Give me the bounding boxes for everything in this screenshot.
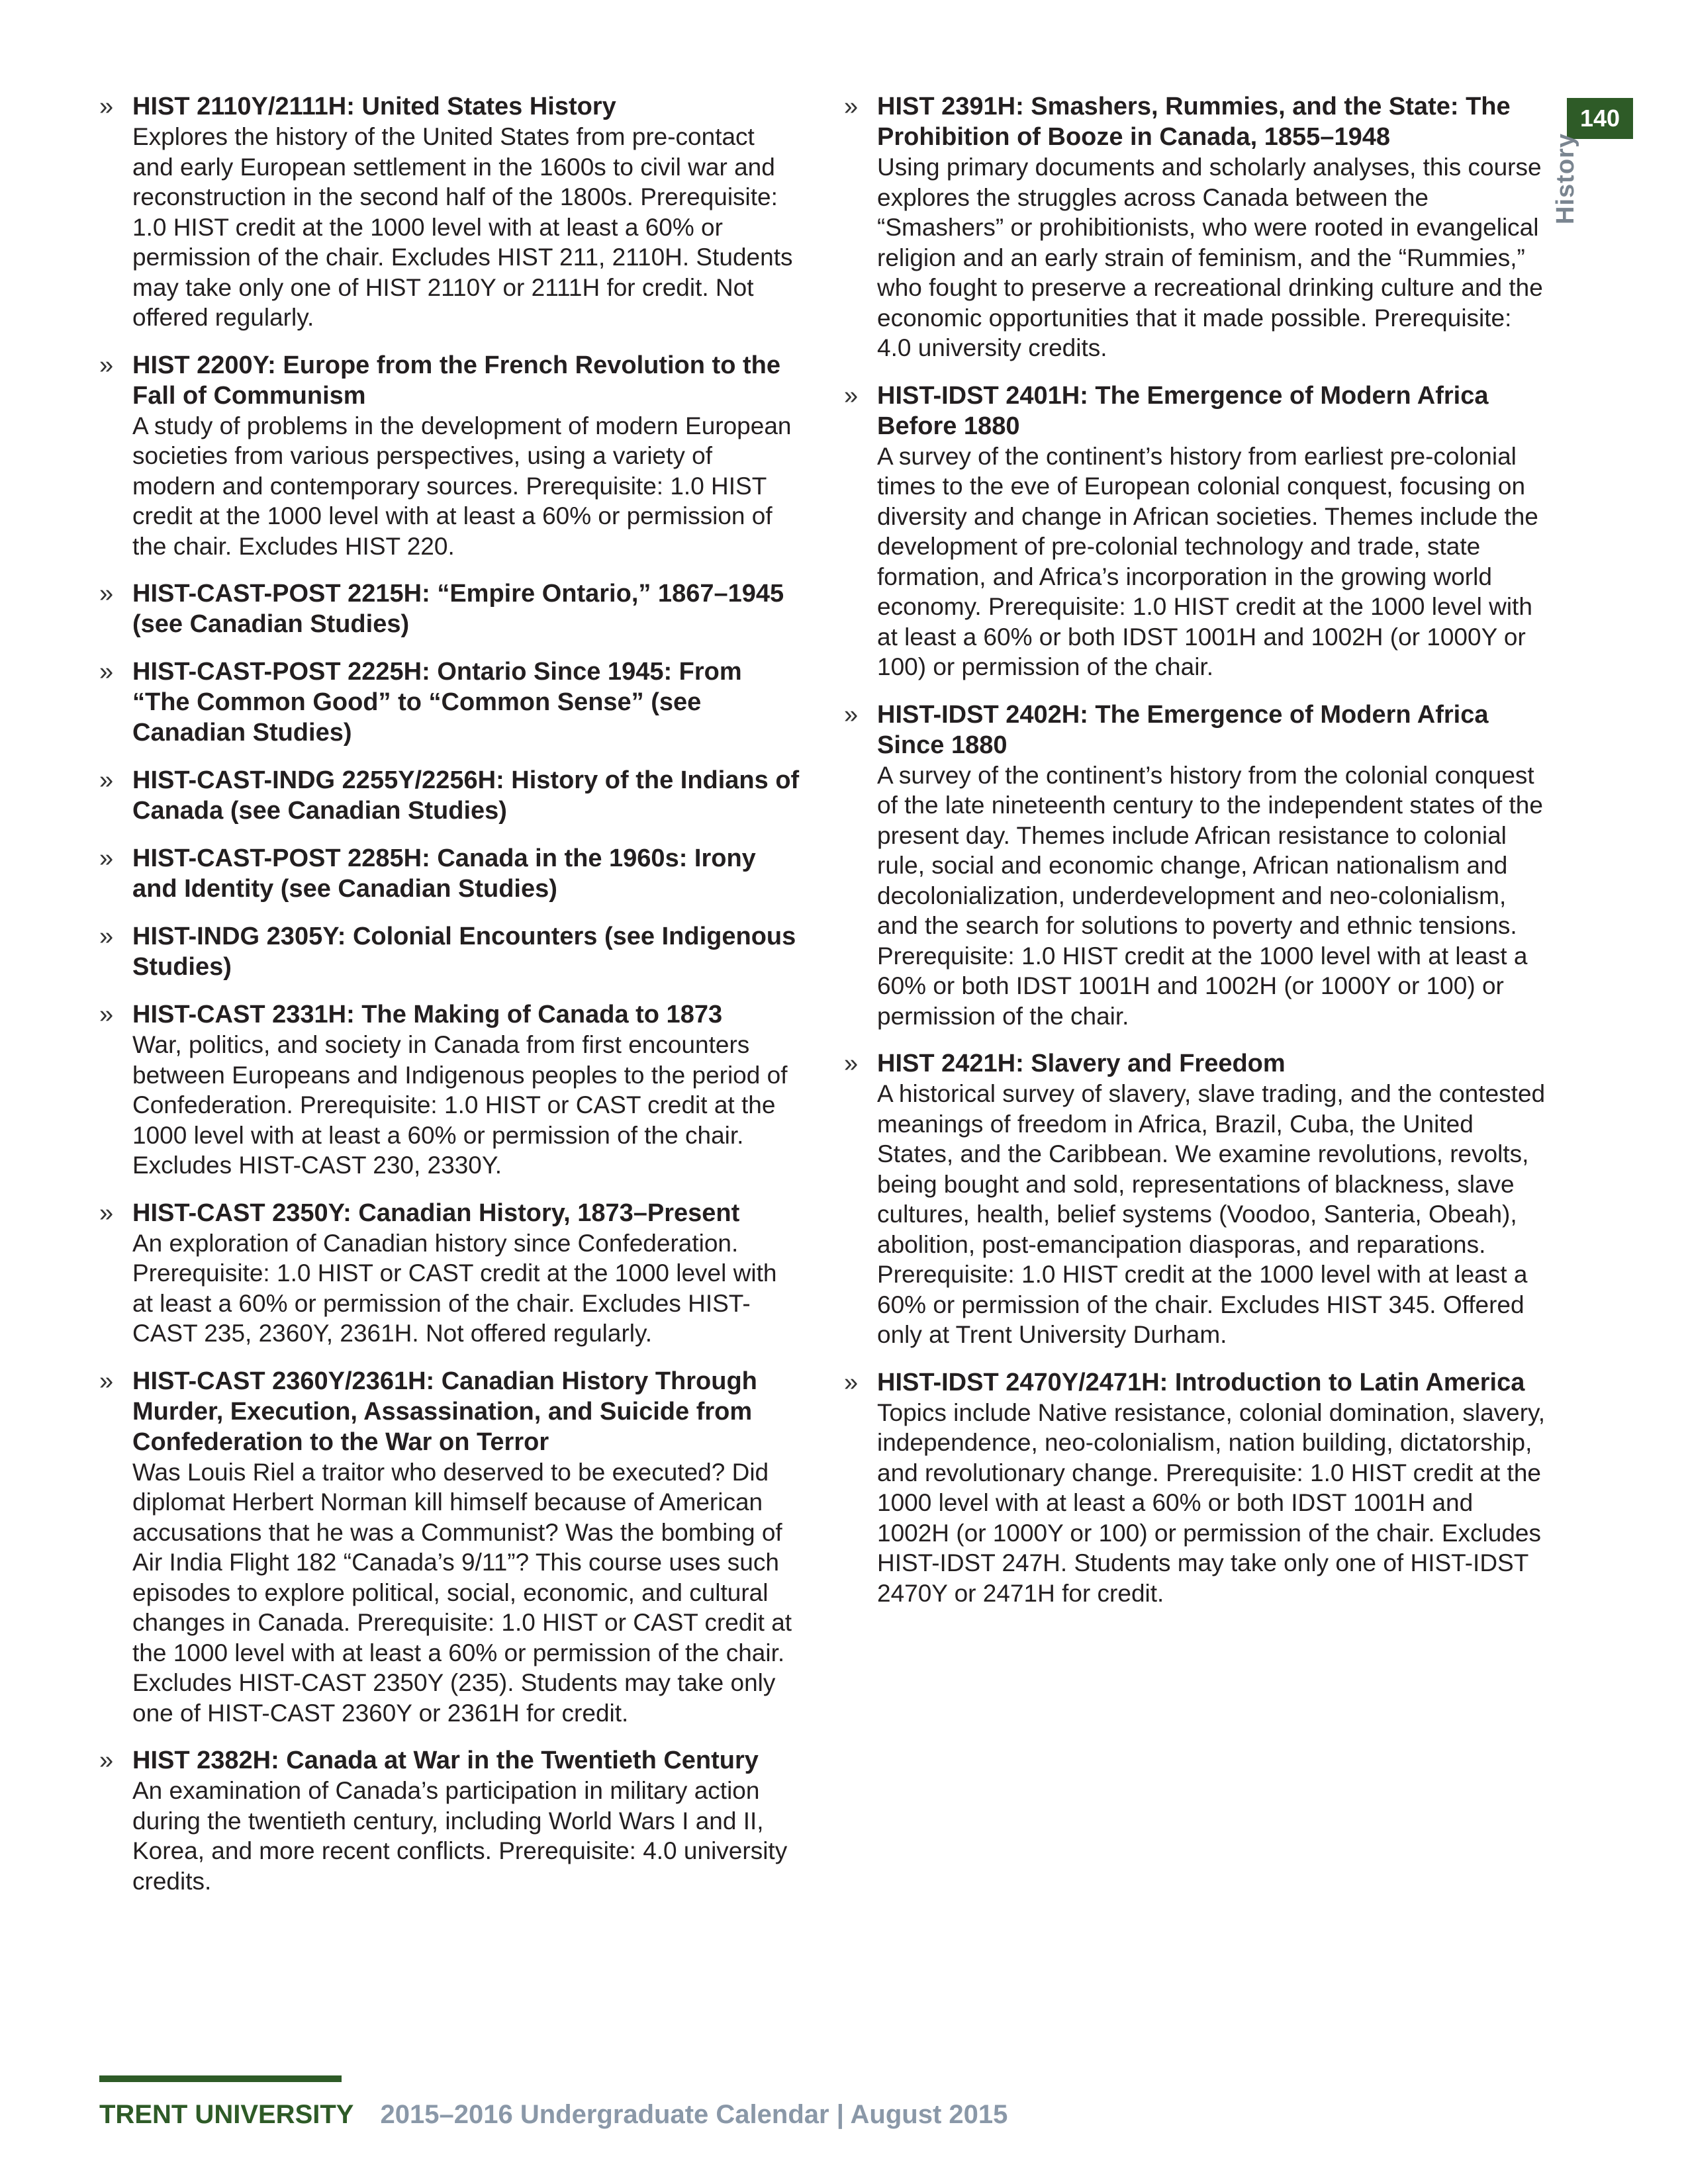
course-description: A study of problems in the development of modern European societies from various perspectives, using a variety of modern and contemporary sources. Prerequisite: 1.0 HIST credit at the 1000 level with at least a 60% or permission of the chair. Excludes HIST 220. [132, 412, 792, 560]
bullet-icon: » [99, 658, 114, 686]
course-title: HIST 2200Y: Europe from the French Revolution to the Fall of Communism [132, 351, 780, 410]
course-description: Explores the history of the United States from pre-contact and early European settlement in the 1600s to civil war and reconstruction in the second half of the 1800s. Prerequisite: 1.0 HIST credit at the 1000 level with at least a 60% or permission of the chair. Excludes HIST 211, 2110H. Students may take only one of HIST 2110Y or 2111H for credit. Not offered regularly. [132, 123, 793, 331]
bullet-icon: » [99, 1747, 114, 1774]
course-description: An exploration of Canadian history since Confederation. Prerequisite: 1.0 HIST or CAST credit at the 1000 level with at least a 60% or permission of the chair. Excludes HIST-CAST 235, 2360Y, 2361H. Not offered regularly. [132, 1229, 777, 1347]
course-title: HIST 2382H: Canada at War in the Twentieth Century [132, 1747, 759, 1774]
bullet-icon: » [99, 580, 114, 608]
footer-rule [99, 2075, 342, 2082]
course-title: HIST-IDST 2402H: The Emergence of Modern Africa Since 1880 [877, 700, 1489, 759]
course-entry [99, 350, 801, 562]
footer-university: TRENT UNIVERSITY [99, 2100, 354, 2129]
course-entry [99, 843, 801, 904]
bullet-icon: » [99, 1001, 114, 1028]
course-title: HIST-CAST-INDG 2255Y/2256H: History of the Indians of Canada (see Canadian Studies) [132, 766, 800, 825]
course-entry [844, 381, 1549, 682]
bullet-icon: » [844, 1368, 859, 1396]
course-entry [844, 1367, 1549, 1609]
footer-calendar: 2015–2016 Undergraduate Calendar | August 2015 [380, 2100, 1008, 2129]
course-entry [844, 700, 1549, 1032]
footer [99, 2095, 1008, 2134]
course-entry [99, 578, 801, 639]
bullet-icon: » [844, 381, 859, 410]
bullet-icon: » [99, 923, 114, 950]
course-entry [844, 91, 1549, 363]
course-entry [99, 91, 801, 333]
course-description: A survey of the continent’s history from earliest pre-colonial times to the eve of European colonial conquest, focusing on diversity and change in African societies. Themes include the development of pre-colonial technology and trade, state formation, and Africa’s incorporation in the growing world economy. Prerequisite: 1.0 HIST credit at the 1000 level with at least a 60% or both IDST 1001H and 1002H (or 1000Y or 100) or permission of the chair. [877, 442, 1538, 680]
course-description: A survey of the continent’s history from the colonial conquest of the late nineteenth century to the independent states of the present day. Themes include African resistance to colonial rule, social and economic change, African nationalism and decolonialization, underdevelopment and neo-colonialism, and the search for solutions to poverty and ethnic tensions. Prerequisite: 1.0 HIST credit at the 1000 level with at least a 60% or both IDST 1001H and 1002H (or 1000Y or 100) or permission of the chair. [877, 761, 1543, 1030]
course-title: HIST 2421H: Slavery and Freedom [877, 1050, 1286, 1077]
bullet-icon: » [99, 1367, 114, 1395]
bullet-icon: » [99, 766, 114, 794]
course-title: HIST-IDST 2470Y/2471H: Introduction to Latin America [877, 1368, 1525, 1396]
bullet-icon: » [844, 700, 859, 729]
course-description: An examination of Canada’s participation in military action during the twentieth century, including World Wars I and II, Korea, and more recent conflicts. Prerequisite: 4.0 university credits. [132, 1777, 788, 1895]
bullet-icon: » [844, 1050, 859, 1077]
course-entry [99, 1366, 801, 1729]
course-entry [99, 765, 801, 826]
bullet-icon: » [99, 93, 114, 120]
course-entry [99, 1745, 801, 1896]
bullet-icon: » [844, 93, 859, 120]
page-number-badge: 140 [1567, 98, 1633, 139]
course-entry [99, 921, 801, 982]
course-title: HIST-CAST-POST 2225H: Ontario Since 1945: From “The Common Good” to “Common Sense” (see Canadian Studies) [132, 658, 742, 747]
course-description: Was Louis Riel a traitor who deserved to be executed? Did diplomat Herbert Norman kill himself because of American accusations that he was a Communist? Was the bombing of Air India Flight 182 “Canada’s 9/11”? This course uses such episodes to explore political, social, economic, and cultural changes in Canada. Prerequisite: 1.0 HIST or CAST credit at the 1000 level with at least a 60% or permission of the chair. Excludes HIST-CAST 2350Y (235). Students may take only one of HIST-CAST 2360Y or 2361H for credit. [132, 1458, 792, 1727]
course-title: HIST-CAST 2331H: The Making of Canada to 1873 [132, 1001, 723, 1028]
course-entry [99, 1198, 801, 1349]
bullet-icon: » [99, 1199, 114, 1227]
course-description: Using primary documents and scholarly analyses, this course explores the struggles across Canada between the “Smashers” or prohibitionists, who were rooted in evangelical religion and an early strain of feminism, and the “Rummies,” who fought to preserve a recreational drinking culture and the economic opportunities that it made possible. Prerequisite: 4.0 university credits. [877, 154, 1543, 361]
course-entry [99, 999, 801, 1181]
course-title: HIST-IDST 2401H: The Emergence of Modern Africa Before 1880 [877, 381, 1489, 440]
section-tab: History [1552, 133, 1579, 224]
course-title: HIST-CAST-POST 2285H: Canada in the 1960s: Irony and Identity (see Canadian Studies) [132, 844, 756, 903]
course-title: HIST 2391H: Smashers, Rummies, and the State: The Prohibition of Booze in Canada, 1855–1948 [877, 93, 1511, 151]
course-title: HIST-CAST-POST 2215H: “Empire Ontario,” 1867–1945 (see Canadian Studies) [132, 580, 784, 638]
bullet-icon: » [99, 844, 114, 872]
bullet-icon: » [99, 351, 114, 379]
left-column [99, 91, 801, 1913]
course-title: HIST-CAST 2350Y: Canadian History, 1873–Present [132, 1199, 740, 1227]
course-title: HIST-CAST 2360Y/2361H: Canadian History Through Murder, Execution, Assassination, and Suicide from Confederation to the War on Terror [132, 1367, 757, 1456]
course-title: HIST 2110Y/2111H: United States History [132, 93, 616, 120]
course-title: HIST-INDG 2305Y: Colonial Encounters (see Indigenous Studies) [132, 923, 796, 981]
course-description: A historical survey of slavery, slave trading, and the contested meanings of freedom in Africa, Brazil, Cuba, the United States, and the Caribbean. We examine revolutions, revolts, being bought and sold, representations of blackness, slave cultures, health, belief systems (Voodoo, Santeria, Obeah), abolition, post-emancipation diasporas, and reparations. Prerequisite: 1.0 HIST credit at the 1000 level with at least a 60% or permission of the chair. Excludes HIST 345. Offered only at Trent University Durham. [877, 1080, 1546, 1348]
course-entry [844, 1048, 1549, 1350]
course-entry [99, 657, 801, 748]
course-description: War, politics, and society in Canada from first encounters between Europeans and Indigenous peoples to the period of Confederation. Prerequisite: 1.0 HIST or CAST credit at the 1000 level with at least a 60% or permission of the chair. Excludes HIST-CAST 230, 2330Y. [132, 1031, 788, 1179]
course-description: Topics include Native resistance, colonial domination, slavery, independence, neo-colonialism, nation building, dictatorship, and revolutionary change. Prerequisite: 1.0 HIST credit at the 1000 level with at least a 60% or both IDST 1001H and 1002H (or 1000Y or 100) or permission of the chair. Excludes HIST-IDST 247H. Students may take only one of HIST-IDST 2470Y or 2471H for credit. [877, 1398, 1546, 1607]
right-column [844, 91, 1549, 1625]
